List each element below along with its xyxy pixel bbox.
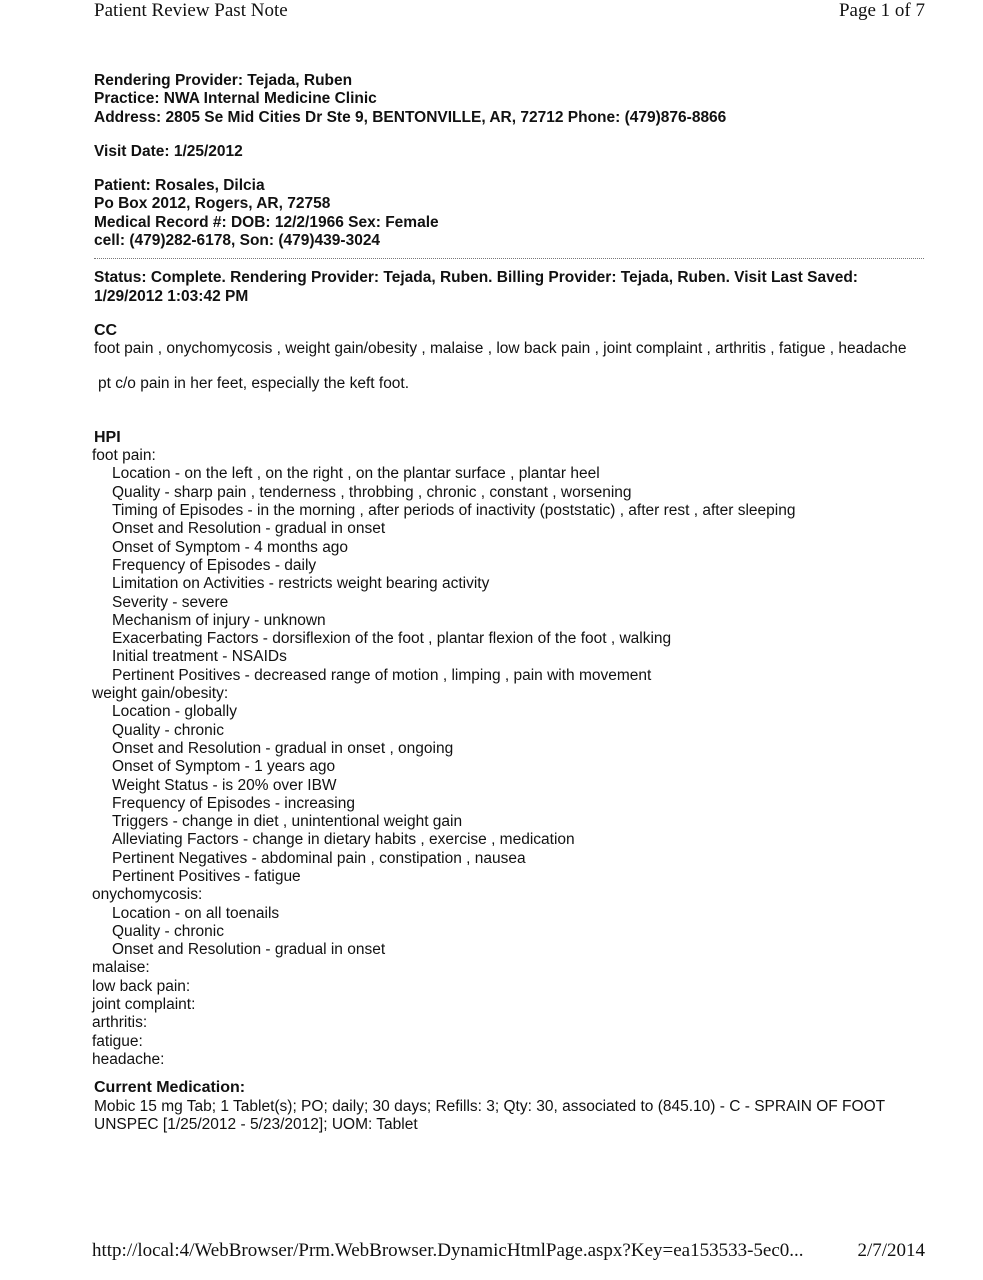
patient-address: Po Box 2012, Rogers, AR, 72758 [94,195,331,213]
hpi-detail: Location - on the left , on the right , on the plantar surface , plantar heel [112,465,600,483]
patient-phones: cell: (479)282-6178, Son: (479)439-3024 [94,232,381,250]
hpi-detail: Initial treatment - NSAIDs [112,648,287,666]
hpi-detail: Onset of Symptom - 4 months ago [112,538,349,556]
practice-address: Address: 2805 Se Mid Cities Dr Ste 9, BENTONVILLE, AR, 72712 [94,108,564,126]
hpi-condition: joint complaint: [92,996,196,1014]
hpi-condition: headache: [92,1050,165,1068]
practice-address-line [94,109,924,127]
page-number: Page 1 of 7 [838,0,925,21]
hpi-detail: Mechanism of injury - unknown [112,611,326,629]
medication-text: Mobic 15 mg Tab; 1 Tablet(s); PO; daily; 30 days; Refills: 3; Qty: 30, associated to (845.10) - C - SPRAIN OF FOOT UNSPEC [1/25/2012 - 5/23/2012]; UOM: Tablet [94,1097,885,1133]
hpi-detail: Quality - sharp pain , tenderness , throbbing , chronic , constant , worsening [112,483,632,501]
hpi-detail: Frequency of Episodes - increasing [112,794,355,812]
hpi-detail: Onset and Resolution - gradual in onset [112,941,386,959]
hpi-detail: Pertinent Positives - fatigue [112,867,301,885]
patient-dob: DOB: 12/2/1966 [230,213,344,231]
hpi-detail: Alleviating Factors - change in dietary habits , exercise , medication [112,831,575,849]
hpi-title: HPI [94,428,121,446]
hpi-detail: Onset and Resolution - gradual in onset , ongoing [112,739,454,757]
hpi-detail: Exacerbating Factors - dorsiflexion of the foot , plantar flexion of the foot , walking [112,630,672,648]
hpi-detail: Onset and Resolution - gradual in onset [112,520,386,538]
cc-note: pt c/o pain in her feet, especially the keft foot. [98,374,410,392]
hpi-condition: onychomycosis: [92,886,203,904]
hpi-detail: Triggers - change in diet , unintentional weight gain [112,813,463,831]
cc-title: CC [94,321,118,339]
hpi-condition: arthritis: [92,1014,148,1032]
medication-title: Current Medication: [94,1079,246,1097]
note-content [94,72,924,1134]
divider [94,258,924,259]
hpi-condition: weight gain/obesity: [92,685,229,703]
hpi-condition: malaise: [92,959,150,977]
hpi-detail: Location - globally [112,703,237,721]
visit-date: Visit Date: 1/25/2012 [94,142,243,160]
hpi-detail: Frequency of Episodes - daily [112,556,317,574]
patient-name: Patient: Rosales, Dilcia [94,177,265,195]
cc-text: foot pain , onychomycosis , weight gain/obesity , malaise , low back pain , joint complaint , arthritis , fatigue , headache [94,340,907,358]
hpi-detail: Location - on all toenails [112,904,280,922]
hpi-condition: low back pain: [92,977,191,995]
footer-date: 2/7/2014 [857,1240,925,1261]
hpi-detail: Quality - chronic [112,721,224,739]
patient-identifiers [94,214,924,232]
patient-sex: Sex: Female [348,213,439,231]
hpi-condition: fatigue: [92,1032,143,1050]
practice-phone: Phone: (479)876-8866 [567,108,727,126]
footer-url: http://local:4/WebBrowser/Prm.WebBrowser.DynamicHtmlPage.aspx?Key=ea153533-5ec0... [92,1240,804,1261]
visit-status: Status: Complete. Rendering Provider: Tejada, Ruben. Billing Provider: Tejada, Ruben. Visit Last Saved: 1/29/2012 1:03:42 PM [94,269,858,305]
hpi-detail: Weight Status - is 20% over IBW [112,776,337,794]
hpi-condition: foot pain: [92,447,156,465]
hpi-detail: Pertinent Positives - decreased range of motion , limping , pain with movement [112,666,652,684]
hpi-detail: Pertinent Negatives - abdominal pain , constipation , nausea [112,849,526,867]
rendering-provider: Rendering Provider: Tejada, Ruben [94,72,353,89]
practice-name: Practice: NWA Internal Medicine Clinic [94,90,377,108]
hpi-detail: Onset of Symptom - 1 years ago [112,758,336,776]
hpi-detail: Timing of Episodes - in the morning , after periods of inactivity (poststatic) , after rest , after sleeping [112,502,796,520]
hpi-detail: Quality - chronic [112,922,224,940]
hpi-detail: Severity - severe [112,593,229,611]
hpi-detail: Limitation on Activities - restricts weight bearing activity [112,575,490,593]
medical-record-label: Medical Record #: [94,213,227,231]
hpi-conditions [94,447,924,1069]
page-header-title: Patient Review Past Note [94,0,288,21]
